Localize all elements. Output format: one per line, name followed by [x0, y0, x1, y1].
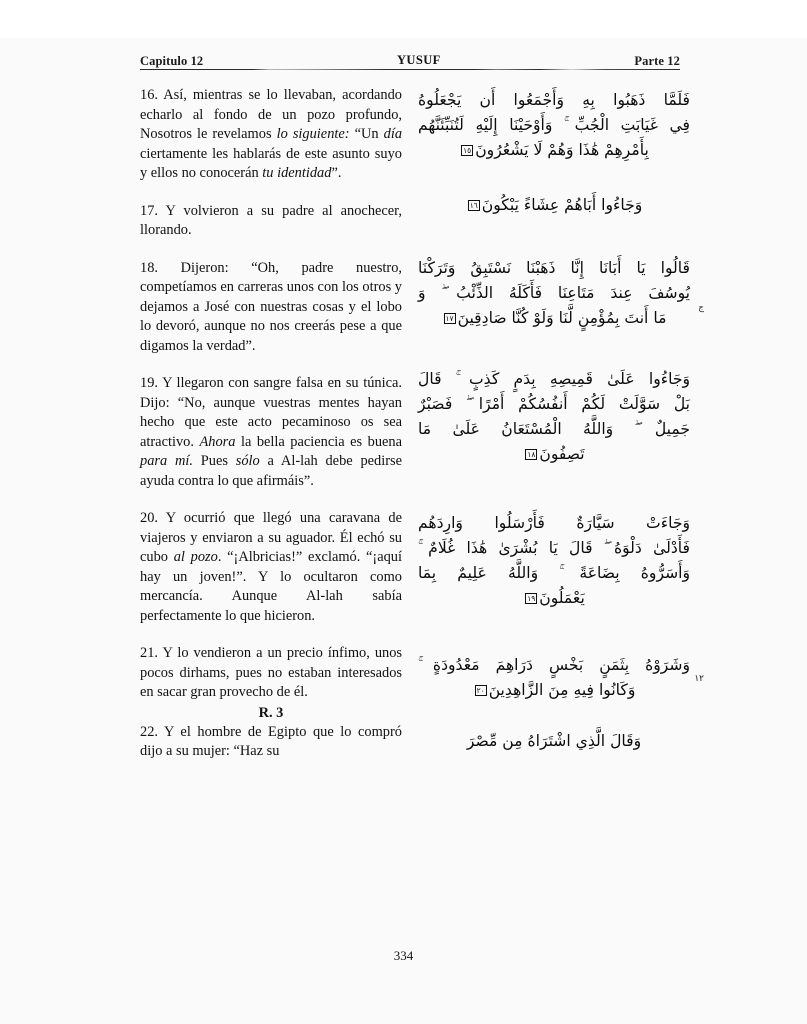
verse-paragraph: 20. Y ocurrió que llegó una caravana de viajeros y enviaron a su aguador. Él echó su cubo al pozo. “¡Albricias!” exclamó. “¡aquí hay un joven!”. Y lo ocultaron como mercancía. Aunque Al-lah sabía perfectamente lo que hicieron. [140, 510, 402, 624]
running-header [140, 50, 680, 72]
verse-paragraph: 22. Y el hombre de Egipto que lo compró dijo a su mujer: “Haz su [140, 723, 402, 759]
header-part-label: Parte 12 [634, 54, 680, 68]
ayah-number-badge: ١٨ [527, 450, 536, 459]
ayah-line: وَجَاءُوا أَبَاهُمْ عِشَاءً يَبْكُونَ١٦ [469, 196, 643, 214]
ayah-number-badge: ٢٠ [476, 686, 485, 695]
ayah-line: جَمِيلٌ ۖ وَاللَّهُ الْمُسْتَعَانُ عَلَىٰ مَا [418, 420, 690, 438]
ayah-line: فِي غَيَابَتِ الْجُبِّ ۚ وَأَوْحَيْنَا إِلَيْهِ لَتُنَبِّئَنَّهُم [418, 116, 690, 134]
ayah-block [418, 88, 690, 163]
header-surah-title: YUSUF [397, 53, 441, 67]
ayah-line: بِأَمْرِهِمْ هَٰذَا وَهُمْ لَا يَشْعُرُونَ١٥ [463, 141, 649, 159]
verse-paragraph: 19. Y llegaron con sangre falsa en su túnica. Dijo: “No, aunque vuestras mentes hayan hecho que este acto pecaminoso os sea atractivo. Ahora la bella paciencia es buena para mí. Pues sólo a Al-lah debe pedirse ayuda contra lo que afirmáis”. [140, 375, 402, 489]
page-number: 334 [393, 948, 414, 963]
ayah-line: مَا أَنتَ بِمُؤْمِنٍ لَّنَا وَلَوْ كُنَّا صَادِقِينَ١٧ [445, 309, 667, 327]
ayah-line: يُوسُفَ عِندَ مَتَاعِنَا فَأَكَلَهُ الذِّئْبُ ۖ وَ [418, 284, 690, 302]
ayah-line: تَصِفُونَ١٨ [527, 445, 585, 463]
header-chapter-label: Capitulo 12 [140, 54, 204, 68]
ruku-section-marker: R. 3 [258, 704, 284, 721]
ayah-line: قَالُوا يَا أَبَانَا إِنَّا ذَهَبْنَا نَسْتَبِقُ وَتَرَكْنَا [418, 259, 690, 277]
juz-margin-mark: ج [698, 303, 704, 313]
verse-paragraph: 18. Dijeron: “Oh, padre nuestro, competíamos en carreras unos con los otros y dejamos a José con nuestras cosas y el lobo lo devoró, aunque no nos creerás pese a que digamos la verdad”. [140, 259, 402, 354]
header-divider [140, 69, 680, 70]
ayah-line: بَلْ سَوَّلَتْ لَكُمْ أَنفُسُكُمْ أَمْرًا ۖ فَصَبْرٌ [418, 395, 690, 413]
ayah-block [418, 367, 690, 467]
juz-margin-mark: ١٢ [694, 674, 704, 684]
verse-paragraph: 21. Y lo vendieron a un precio ínfimo, unos pocos dirhams, pues no estaban interesados en sacar gran provecho de él. [140, 645, 402, 700]
page-top-edge [0, 0, 807, 38]
ayah-line: يَعْمَلُونَ١٩ [527, 589, 585, 607]
ayah-line: وَكَانُوا فِيهِ مِنَ الزَّاهِدِينَ٢٠ [476, 681, 636, 699]
document-page [0, 38, 807, 1024]
ayah-block [418, 653, 704, 703]
ayah-line: وَجَاءَتْ سَيَّارَةٌ فَأَرْسَلُوا وَارِدَهُم [418, 514, 690, 532]
verse-paragraph: 16. Así, mientras se lo llevaban, acordando echarlo al fondo de un pozo profundo, Nosotros le revelamos lo siguiente: “Un día ciertamente les hablarás de este asunto suyo y ellos no conocerán tu identidad”. [140, 87, 403, 181]
ayah-line: فَلَمَّا ذَهَبُوا بِهِ وَأَجْمَعُوا أَن يَجْعَلُوهُ [418, 91, 690, 109]
ayah-line: وَشَرَوْهُ بِثَمَنٍ بَخْسٍ دَرَاهِمَ مَعْدُودَةٍ ۚ [418, 656, 690, 674]
ayah-block [418, 256, 704, 331]
arabic-text-column [418, 86, 704, 770]
ayah-number-badge: ١٥ [463, 146, 472, 155]
ayah-line: وَقَالَ الَّذِي اشْتَرَاهُ مِن مِّصْرَ [466, 732, 642, 750]
ayah-line: وَأَسَرُّوهُ بِضَاعَةً ۚ وَاللَّهُ عَلِيمٌ بِمَا [418, 564, 690, 582]
ayah-line: وَجَاءُوا عَلَىٰ قَمِيصِهِ بِدَمٍ كَذِبٍ ۚ قَالَ [418, 370, 690, 388]
spanish-translation-column [140, 86, 402, 762]
verse-paragraph: 17. Y volvieron a su padre al anochecer, llorando. [140, 202, 402, 238]
ayah-block [418, 193, 690, 218]
ayah-number-badge: ١٩ [527, 594, 536, 603]
ayah-number-badge: ١٦ [469, 201, 478, 210]
ayah-block [418, 729, 690, 754]
ayah-block [418, 511, 690, 611]
ayah-number-badge: ١٧ [445, 314, 454, 323]
ayah-line: فَأَدْلَىٰ دَلْوَهُ ۖ قَالَ يَا بُشْرَىٰ هَٰذَا غُلَامٌ ۚ [418, 539, 690, 557]
